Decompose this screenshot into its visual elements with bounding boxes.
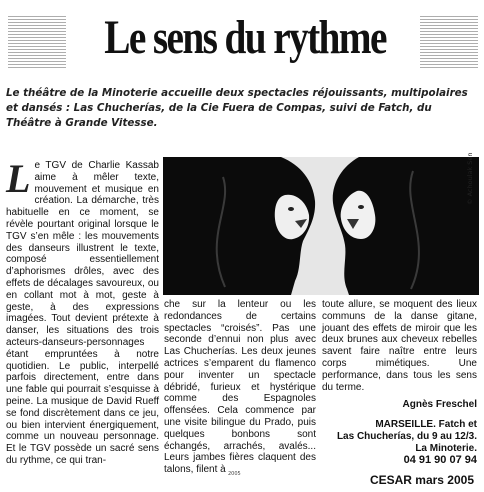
column-3-text: toute allure, se moquent des lieux communs de la danse gitane, jouant des effets de miroir que les deux brunes aux cheveux rebelles savent faire naître entre leurs corps mimétiques. Une performance, dans tous les sens du terme. <box>322 299 477 393</box>
article-column-3 <box>322 299 477 466</box>
event-info <box>322 419 477 466</box>
article-photo <box>163 157 479 295</box>
event-phone: 04 91 90 07 94 <box>403 453 477 466</box>
article-deck: Le théâtre de la Minoterie accueille deux spectacles réjouissants, multipolaires et dansés : Las Chucherías, de la Cie Fuera de Compas, suivi de Fatch, du Théâtre à Grande Vitesse. <box>6 87 468 129</box>
headline-area <box>0 0 484 75</box>
column-2-text: che sur la lenteur ou les redondances de certains spectacles “croisés”. Pas une seconde d’ennui non plus avec Las Chucherías. Les deux jeunes actrices s’emparent du flamenco pour inventer un spectacle débridé, furieux et hystérique comme des Espagnoles offensées. Cela commence par une visite bilingue du Prado, puis quelques bonbons sont échangés, arrachés, avalés... Leurs jambes fières claquent des talons, filent à <box>164 299 316 476</box>
event-dates: Las Chucherías, du 9 au 12/3. <box>336 430 477 442</box>
source-caption: CESAR mars 2005 <box>369 473 474 487</box>
author-signature: Agnès Freschel <box>402 399 477 411</box>
article-column-2 <box>164 299 316 476</box>
column-1-text: e TGV de Charlie Kassab aime à mêler texte, mouvement et musique en création. La démarche, très habituelle en ce moment, se révèle pourtant original lorsque le TGV s’en mêle : les mouvements des danseurs illustrent le texte, composé essentiellement d’aphorismes drôles, avec des effets de décalages savoureux, ou en collant mot à mot, geste à geste, à des expressions imagées. Tout devient prétexte à danser, les situations des trois acteurs-danseurs-personnages étant empruntées à notre quotidien. Le public, interpellé parfois directement, entre dans une fable qui pourrait s’esquisse à peine. La musique de David Rueff se fond discrètement dans ce jeu, ou bien intervient énergiquement, comme un nouveau personnage. Et le TGV possède un sacré sens du rythme, ce qui tran- <box>6 160 159 466</box>
article-column-1 <box>6 156 159 467</box>
drop-cap: L <box>6 156 31 201</box>
dancers-photo-illustration <box>163 157 479 295</box>
event-venue: La Minoterie. <box>415 442 477 454</box>
photo-credit: © Achoulak Sen <box>466 152 474 205</box>
event-title-line: Fatch et <box>438 419 477 431</box>
event-city: MARSEILLE. <box>375 419 436 431</box>
page-footer-mark: 2005 <box>228 471 241 477</box>
article-headline: Le sens du rythme <box>104 10 386 64</box>
headline-hatching-right <box>420 14 478 68</box>
headline-hatching-left <box>8 14 66 68</box>
